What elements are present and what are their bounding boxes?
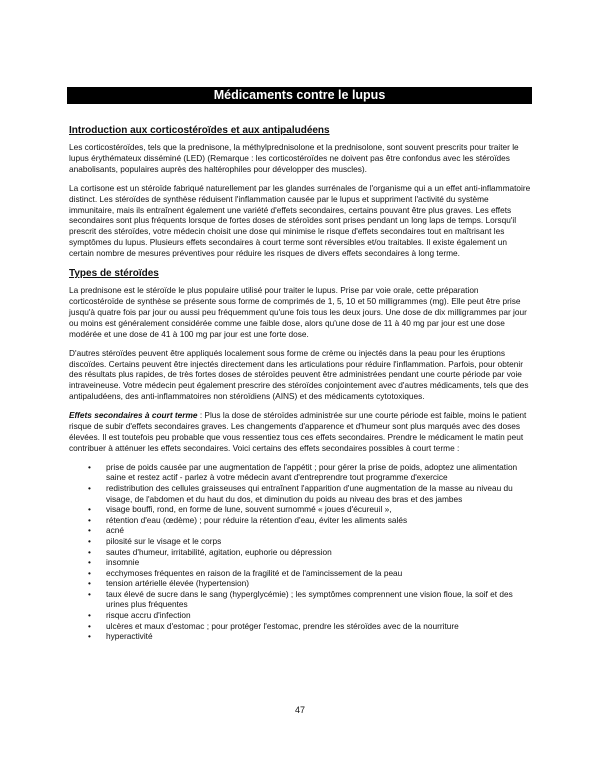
list-item: • prise de poids causée par une augmentation de l'appétit ; pour gérer la prise de poids, adoptez une alimentation saine et restez actif - parlez à votre médecin avant d'entreprendre tout programme d'exercice: [88, 461, 518, 483]
short-term-effects-lead: Effets secondaires à court terme: [69, 410, 198, 421]
short-term-effects-text: : Plus la dose de stéroïdes administrée sur une courte période est faible, moins le patient risque de subir d'effets secondaires graves. Les changements d'apparence et d'humeur sont plus marqués avec des doses élevées. Il est toutefois peu probable que vous ressentiez tous ces effets secondaires. Prendre le médicament le matin peut contribuer à atténuer les effets secondaires. Voici certains des effets secondaires possibles à court terme :: [69, 410, 527, 453]
list-item: • pilosité sur le visage et le corps: [88, 535, 222, 546]
list-item: • risque accru d'infection: [88, 610, 191, 621]
bullet-icon: •: [88, 557, 91, 568]
bullet-icon: •: [88, 482, 91, 493]
list-item: • ulcères et maux d'estomac ; pour protéger l'estomac, prendre les stéroïdes avec de la nourriture: [88, 620, 459, 631]
paragraph-short-term-effects: [69, 410, 532, 454]
list-item: • hyperactivité: [88, 631, 153, 642]
section-heading-types: Types de stéroïdes: [69, 268, 159, 280]
list-item: • redistribution des cellules graisseuses qui entraînent l'apparition d'une augmentation de la masse au niveau du visage, de l'abdomen et du haut du dos, et diminution du poids au niveau des bras et des jambes: [88, 482, 513, 504]
list-item: • taux élevé de sucre dans le sang (hyperglycémie) ; les symptômes comprennent une vision floue, la soif et des urines plus fréquentes: [88, 588, 513, 610]
bullet-icon: •: [88, 588, 91, 599]
bullet-icon: •: [88, 610, 91, 621]
document-body: [69, 124, 532, 642]
bullet-icon: •: [88, 525, 91, 536]
bullet-icon: •: [88, 567, 91, 578]
paragraph-intro-2: La cortisone est un stéroïde fabriqué naturellement par les glandes surrénales de l'organisme qui a un effet anti-inflammatoire distinct. Les stéroïdes de synthèse réduisent l'inflammation causée par le lupus et suppriment l'activité du système immunitaire, mais ils entraînent également une variété d'effets secondaires, certains pouvant être plus graves. Les effets secondaires sont plus fréquents lorsque de fortes doses de stéroïdes sont prises pendant un long laps de temps. Lorsqu'il prescrit des stéroïdes, votre médecin choisit une dose qui minimise le risque d'effets secondaires tout en maîtrisant les symptômes du lupus. Plusieurs effets secondaires à court terme sont réversibles et/ou traitables. Il existe également un certain nombre de mesures préventives pour réduire les risques de divers effets secondaires à long terme.: [69, 182, 531, 259]
paragraph-types-2: D'autres stéroïdes peuvent être appliqués localement sous forme de crème ou injectés dans la peau pour les éruptions discoïdes. Certains peuvent être injectés directement dans les articulations pour réduire l'inflammation. Parfois, pour obtenir des résultats plus rapides, de très fortes doses de stéroïdes peuvent être administrées pendant une courte période par voie intraveineuse. Votre médecin peut également prescrire des stéroïdes conjointement avec d'autres médicaments, tels que des antipaludéens, des anti-inflammatoires non stéroïdiens (AINS) et des médicaments cytotoxiques.: [69, 347, 529, 402]
page-title-banner: Médicaments contre le lupus: [67, 87, 532, 104]
bullet-icon: •: [88, 535, 91, 546]
list-item: • tension artérielle élevée (hypertension): [88, 578, 249, 589]
paragraph-types-1: La prednisone est le stéroïde le plus populaire utilisé pour traiter le lupus. Prise par voie orale, cette préparation corticostéroïde de synthèse se présente sous forme de comprimés de 1, 5, 10 et 50 milligrammes (mg). Elle peut être prise jusqu'à quatre fois par jour ou aussi peu fréquemment qu'une fois tous les deux jours. Une dose de dix milligrammes par jour ou moins est généralement considérée comme une faible dose, alors qu'une dose de 11 à 40 mg par jour est une dose modérée et une dose de 41 à 100 mg par jour est une forte dose.: [69, 285, 527, 339]
list-item: • rétention d'eau (œdème) ; pour réduire la rétention d'eau, éviter les aliments salés: [88, 514, 408, 525]
bullet-icon: •: [88, 631, 91, 642]
bullet-icon: •: [88, 578, 91, 589]
side-effects-list: [69, 462, 532, 642]
list-item: • ecchymoses fréquentes en raison de la fragilité et de l'amincissement de la peau: [88, 567, 403, 578]
paragraph-intro-1: Les corticostéroïdes, tels que la prednisone, la méthylprednisolone et la prednisolone, sont souvent prescrits pour traiter le lupus érythémateux disséminé (LED) (Remarque : les corticostéroïdes ne doivent pas être confondus avec les stéroïdes anabolisants, populaires auprès des haltérophiles pour développer des muscles).: [69, 142, 519, 174]
list-item: • sautes d'humeur, irritabilité, agitation, euphorie ou dépression: [88, 546, 332, 557]
bullet-icon: •: [88, 546, 91, 557]
bullet-icon: •: [88, 504, 91, 515]
list-item: • acné: [88, 525, 124, 536]
page-number: 47: [294, 705, 305, 715]
list-item: • insomnie: [88, 557, 140, 568]
bullet-icon: •: [88, 620, 91, 631]
list-item: • visage bouffi, rond, en forme de lune, souvent surnommé « joues d'écureuil »,: [88, 504, 392, 515]
bullet-icon: •: [88, 461, 91, 472]
bullet-icon: •: [88, 514, 91, 525]
section-heading-intro: Introduction aux corticostéroïdes et aux antipaludéens: [69, 125, 330, 136]
